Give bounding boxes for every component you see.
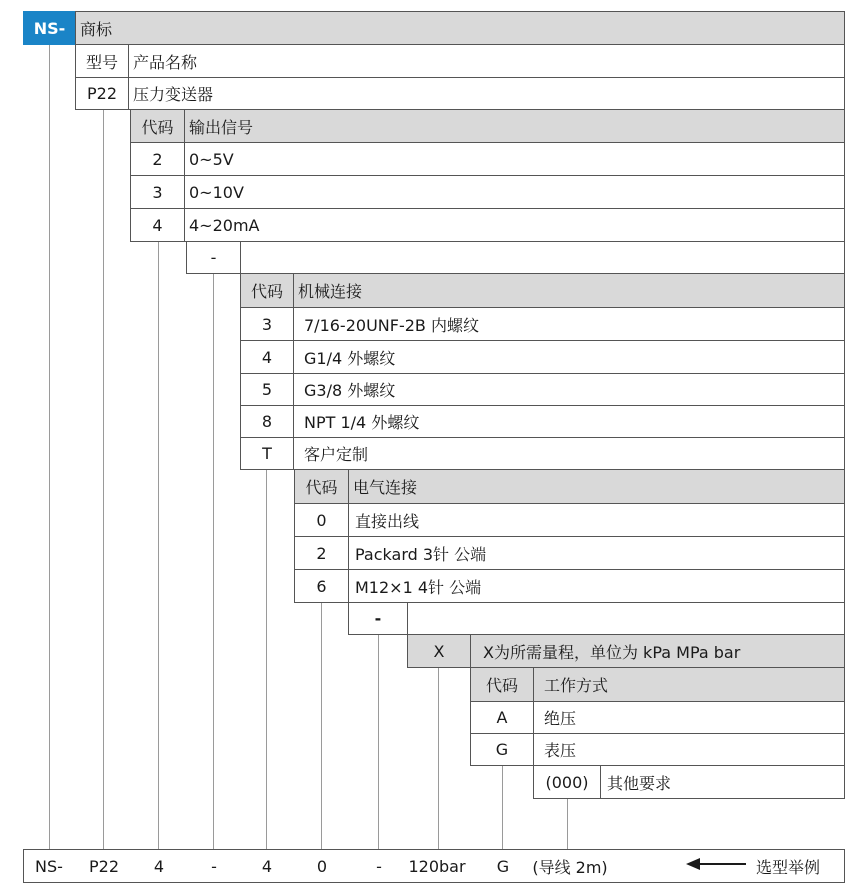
example-part: 4	[153, 856, 165, 876]
elec-code-cell: 6	[294, 569, 349, 603]
example-part: NS-	[35, 856, 63, 876]
mode-title-header: 工作方式	[533, 667, 845, 702]
mech-code-cell: 4	[240, 340, 294, 374]
model-code-cell: P22	[75, 77, 129, 110]
brand-label-cell: 商标	[75, 11, 845, 45]
mech-title-header: 机械连接	[293, 273, 845, 308]
connector-line	[103, 109, 104, 850]
mech-desc-cell: 客户定制	[293, 437, 845, 470]
mech-desc-cell: G1/4 外螺纹	[293, 340, 845, 374]
mode-code-cell: G	[470, 733, 534, 766]
model-code-header: 型号	[75, 44, 129, 78]
elec-title-header: 电气连接	[348, 469, 845, 504]
elec-desc-cell: M12×1 4针 公端	[348, 569, 845, 603]
separator-cell: -	[348, 602, 408, 635]
arrow-line	[698, 863, 746, 865]
output-code-cell: 3	[130, 175, 185, 209]
other-desc-cell: 其他要求	[600, 765, 845, 799]
elec-code-header: 代码	[294, 469, 349, 504]
connector-line	[502, 765, 503, 850]
mech-code-cell: T	[240, 437, 294, 470]
example-part: P22	[88, 856, 120, 876]
output-code-cell: 4	[130, 208, 185, 242]
separator-cell: -	[186, 241, 241, 274]
separator-blank-cell	[240, 241, 845, 274]
range-code-cell: X	[407, 634, 471, 668]
elec-code-cell: 2	[294, 536, 349, 570]
mech-desc-cell: 7/16-20UNF-2B 内螺纹	[293, 307, 845, 341]
output-desc-cell: 0~5V	[184, 142, 845, 176]
other-code-cell: (000)	[533, 765, 601, 799]
separator-blank-cell	[407, 602, 845, 635]
mode-code-header: 代码	[470, 667, 534, 702]
connector-line	[378, 634, 379, 850]
model-name-cell: 压力变送器	[128, 77, 845, 110]
example-bar	[23, 849, 845, 883]
range-desc-cell: X为所需量程，单位为 kPa MPa bar	[470, 634, 845, 668]
elec-code-cell: 0	[294, 503, 349, 537]
mech-desc-cell: NPT 1/4 外螺纹	[293, 405, 845, 438]
mode-desc-cell: 绝压	[533, 701, 845, 734]
output-desc-cell: 0~10V	[184, 175, 845, 209]
mode-code-cell: A	[470, 701, 534, 734]
example-part: (导线 2m)	[532, 857, 608, 877]
output-desc-cell: 4~20mA	[184, 208, 845, 242]
mech-desc-cell: G3/8 外螺纹	[293, 373, 845, 406]
output-code-header: 代码	[130, 109, 185, 143]
example-label: 选型举例	[755, 857, 821, 877]
connector-line	[567, 798, 568, 850]
output-code-cell: 2	[130, 142, 185, 176]
connector-line	[158, 241, 159, 850]
example-part: 4	[261, 856, 273, 876]
example-part: -	[376, 856, 382, 876]
mode-desc-cell: 表压	[533, 733, 845, 766]
example-part: 0	[316, 856, 328, 876]
connector-line	[321, 602, 322, 850]
model-name-header: 产品名称	[128, 44, 845, 78]
connector-line	[213, 273, 214, 850]
brand-code-cell: NS-	[23, 11, 76, 45]
example-part: -	[211, 856, 217, 876]
example-part: G	[496, 856, 510, 876]
mech-code-cell: 8	[240, 405, 294, 438]
elec-desc-cell: Packard 3针 公端	[348, 536, 845, 570]
mech-code-cell: 3	[240, 307, 294, 341]
output-title-header: 输出信号	[184, 109, 845, 143]
connector-line	[266, 469, 267, 850]
connector-line	[438, 667, 439, 850]
mech-code-header: 代码	[240, 273, 294, 308]
elec-desc-cell: 直接出线	[348, 503, 845, 537]
mech-code-cell: 5	[240, 373, 294, 406]
connector-line	[49, 44, 50, 850]
example-part: 120bar	[408, 856, 466, 876]
